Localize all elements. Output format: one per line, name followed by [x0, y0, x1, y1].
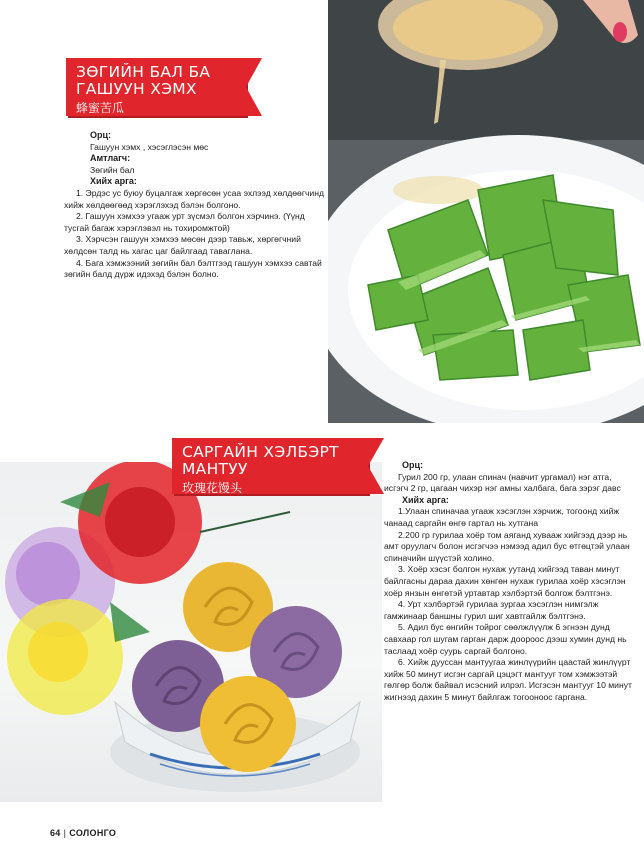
method-step: 5. Адил бус өнгийн тойрог сөөлжлүүлж 6 эгнээн дунд савхаар гол шугам гарган дарж доороос дээш хумин дунд нь таслаад хоёр суурь саргай болгоно. — [384, 622, 627, 656]
recipe-top-title-cn: 蜂蜜苦瓜 — [76, 101, 125, 115]
method-step: 2.200 гр гурилаа хоёр том аяганд хувааж хийгээд дээр нь амт оруулагч болон исгэгчээ нэмээд адил бус өтгөцтэй улаан спиначийн шүүстэй холино. — [384, 529, 630, 563]
banner-fold-decoration — [368, 438, 384, 494]
method-step: 3. Хэрчсэн гашуун хэмхээ мөсөн дээр тавьж, хөргөгчний хөлдсөн талд нь хагас цаг байлгаад таваглана. — [64, 234, 301, 256]
recipe-top-title-banner — [66, 58, 246, 116]
ingredients-heading: Орц: — [402, 460, 424, 470]
page-number: 64 — [50, 828, 61, 838]
method-heading: Хийх арга: — [402, 494, 449, 505]
rose-buns-illustration — [0, 462, 382, 802]
method-step: 1. Эрдэс ус буюу буцалгаж хөргөсөн усаа эхлээд хөлдөөгчинд хийж хөлдөөгөөд хэрэглэхэд бэлэн болгоно. — [64, 187, 324, 210]
ingredients-heading: Орц: — [90, 130, 112, 140]
recipe-bottom-title-mn: САРГАЙН ХЭЛБЭРТ МАНТУУ — [182, 443, 339, 478]
method-step: 6. Хийж дууссан мантуугаа жинлүүрийн цаастай жинлүүрт хийж 50 минут исгэн саргай цэцэгт мантууг том хэмжээтэй гөлгөр болж байвал исэсний илрэл. Исгэсэн мантууг 10 минут жигнээд дахин 5 минут байлгаж тогооноос гаргана. — [384, 657, 632, 702]
recipe-bottom-title-banner — [172, 438, 368, 494]
method-step: 4. Урт хэлбэртэй гурилаа зургаа хэсэглэн нимгэлж гамжинаар баншны гурил шиг хавтгайлж бэлтгэнэ. — [384, 599, 599, 621]
method-heading: Хийх арга: — [90, 176, 137, 187]
seasoning-heading: Амтлагч: — [90, 153, 131, 164]
recipe-bottom-title-cn: 玫瑰花馒头 — [182, 481, 243, 495]
rose-buns-photo — [0, 462, 382, 802]
ingredients-text: Гурил 200 гр, улаан спинач (навчит ургамал) нэг атга, исгэгч 2 гр, цагаан чихэр нэг амны халбага, бага зэрэг давс — [384, 471, 621, 494]
banner-fold-decoration — [246, 58, 262, 116]
ingredients-text: Гашуун хэмх , хэсэглэсэн мөс — [90, 141, 209, 152]
method-step: 4. Бага хэмжээний зөгийн бал бэлтгээд гашуун хэмхээ савтай зөгийн балд дүрж идэхэд бэлэн болно. — [64, 257, 322, 280]
method-step: 2. Гашуун хэмхээ угааж урт зүсмэл болгон хэрчинэ. (Үүнд тусгай багаж хэрэглэвэл нь тохиромжтой) — [64, 211, 305, 233]
bitter-melon-illustration — [328, 0, 644, 423]
magazine-name: СОЛОНГО — [69, 828, 117, 838]
bitter-melon-photo — [328, 0, 644, 423]
method-step: 1.Улаан спиначаа угааж хэсэглэн хэрчиж, тогоонд хийж чанаад саргайн өнгө гартал нь хутгана — [384, 506, 620, 528]
page-footer — [50, 828, 116, 838]
recipe-bottom-text — [384, 460, 634, 703]
recipe-top-text — [64, 130, 326, 281]
footer-separator: | — [63, 828, 67, 838]
recipe-top-title-mn: ЗӨГИЙН БАЛ БА ГАШУУН ХЭМХ — [76, 63, 211, 98]
seasoning-text: Зөгийн бал — [90, 164, 135, 175]
method-step: 3. Хоёр хэсэг болгон нухаж уутанд хийгээд таван минут байлгасны дараа дахин хөнгөн нухаж гурилаа хоёр хэсэглэн хоёр янзын өнгөтэй уртавтар хэлбэртэй болгож бэлтгэнэ. — [384, 564, 626, 598]
